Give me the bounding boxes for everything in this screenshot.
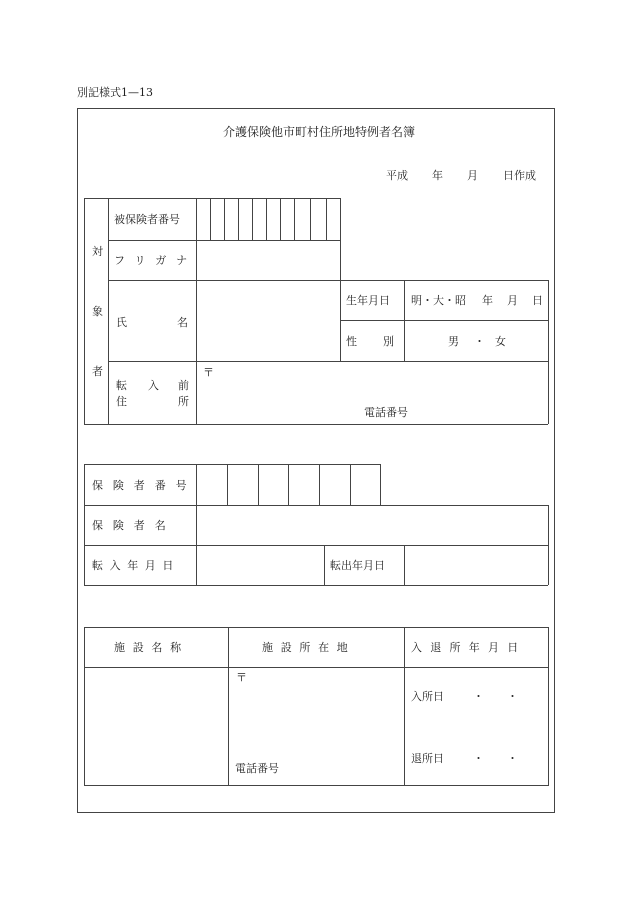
created-month: 月 [467, 169, 478, 182]
page-title: 介護保険他市町村住所地特例者名簿 [223, 125, 416, 139]
prev-address-label-3: 前 [178, 379, 189, 392]
birthdate-eras: 明・大・昭 [411, 294, 466, 307]
discharge-dot-1: ・ [473, 752, 484, 765]
discharge-dot-2: ・ [507, 752, 518, 765]
prev-address-label-2: 入 [148, 379, 159, 392]
birthdate-year: 年 [482, 294, 493, 307]
prev-address-label-4: 住 [116, 395, 127, 408]
form-code: 別記様式1—13 [77, 86, 153, 99]
sex-dot: ・ [474, 335, 485, 348]
birthdate-label: 生年月日 [346, 294, 390, 307]
postal-mark: 〒 [203, 366, 214, 379]
created-era: 平成 [386, 169, 408, 182]
facility-dates-header: 入退所年月日 [411, 641, 527, 654]
prev-address-label-1: 転 [116, 379, 127, 392]
subject-side-label-2: 象 [92, 305, 103, 318]
facility-address-header: 施設所在地 [262, 641, 356, 654]
move-in-date-label: 転入年月日 [92, 559, 180, 572]
admission-dot-2: ・ [507, 690, 518, 703]
move-out-date-label: 転出年月日 [330, 559, 385, 572]
facility-phone-label: 電話番号 [235, 762, 279, 775]
created-year: 年 [432, 169, 443, 182]
name-label-1: 氏 [116, 316, 127, 329]
name-label-2: 名 [177, 316, 188, 329]
sex-label-1: 性 [346, 335, 357, 348]
insurer-name-label: 保険者名 [92, 519, 176, 532]
prev-address-label-5: 所 [178, 395, 189, 408]
furigana-label: フリガナ [114, 254, 198, 267]
facility-name-header: 施設名称 [114, 641, 189, 654]
sex-label-2: 別 [383, 335, 394, 348]
phone-label: 電話番号 [364, 406, 408, 419]
subject-side-label-1: 対 [92, 245, 103, 258]
subject-side-label-3: 者 [92, 365, 103, 378]
birthdate-month: 月 [507, 294, 518, 307]
facility-postal-mark: 〒 [236, 671, 247, 684]
discharge-date-label: 退所日 [411, 752, 444, 765]
insurer-number-label: 保険者番号 [92, 479, 197, 492]
admission-date-label: 入所日 [411, 690, 444, 703]
admission-dot-1: ・ [473, 690, 484, 703]
sex-female[interactable]: 女 [495, 335, 506, 348]
sex-male[interactable]: 男 [448, 335, 459, 348]
birthdate-day: 日 [532, 294, 543, 307]
created-day: 日作成 [503, 169, 536, 182]
insured-number-label: 被保険者番号 [114, 213, 180, 226]
